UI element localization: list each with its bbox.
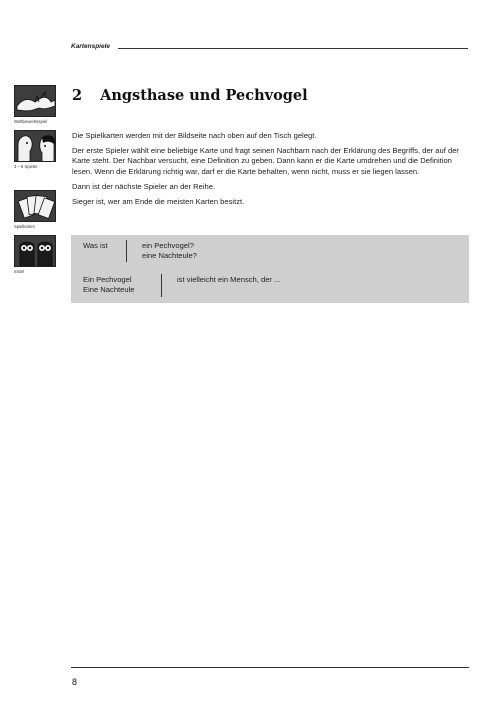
icon-caption: mittel [14,269,25,274]
icon-block-competition [14,85,60,124]
phrase-divider [161,274,162,297]
section-title [72,87,308,104]
phrase-box [71,235,469,303]
instructions [72,131,472,212]
phrase-divider [126,240,127,262]
paragraph: Sieger ist, wer am Ende die meisten Karten besitzt. [72,197,245,207]
footer-rule [71,667,469,668]
header-rule [118,48,468,49]
phrase-option-1: ein Pechvogel? [142,241,194,250]
icon-caption: 3 – 6 Spieler [14,164,38,169]
icon-caption: Spielkarten [14,224,35,229]
section-heading: Angsthase und Pechvogel [100,87,308,104]
paragraph: Dann ist der nächste Spieler an der Reihe. [72,181,216,191]
phrase-answer-subject-1: Ein Pechvogel [83,275,132,284]
paragraph: Der erste Spieler wählt eine beliebige Karte und fragt seinen Nachbarn nach der Erklärung des Begriffs, der auf der Karte steht. Der Nachbar versucht, eine Definition zu geben. Dann kann er die Karte umdrehen und die Definition lesen. Wenn die Erklärung richtig war, darf er die Karte behalten, wenn nicht, muss er sie liegen lassen. [72,146,459,176]
hands-icon [14,85,56,117]
running-head: Kartenspiele [71,43,111,50]
section-number: 2 [72,87,83,104]
paragraph: Die Spielkarten werden mit der Bildseite nach oben auf den Tisch gelegt. [72,131,317,140]
phrase-answer-predicate: ist vielleicht ein Mensch, der ... [177,275,281,284]
icon-caption: Wettbewerbsspiel [14,119,47,124]
icon-block-difficulty [14,235,60,274]
page-number: 8 [72,677,78,687]
icon-block-players [14,130,60,169]
phrase-option-2: eine Nachteule? [142,251,197,260]
icon-block-cards [14,190,60,229]
faces-icon [14,130,56,162]
phrase-question-start: Was ist [83,241,108,250]
owls-icon [14,235,56,267]
cards-icon [14,190,56,222]
phrase-answer-subject-2: Eine Nachteule [83,285,135,294]
